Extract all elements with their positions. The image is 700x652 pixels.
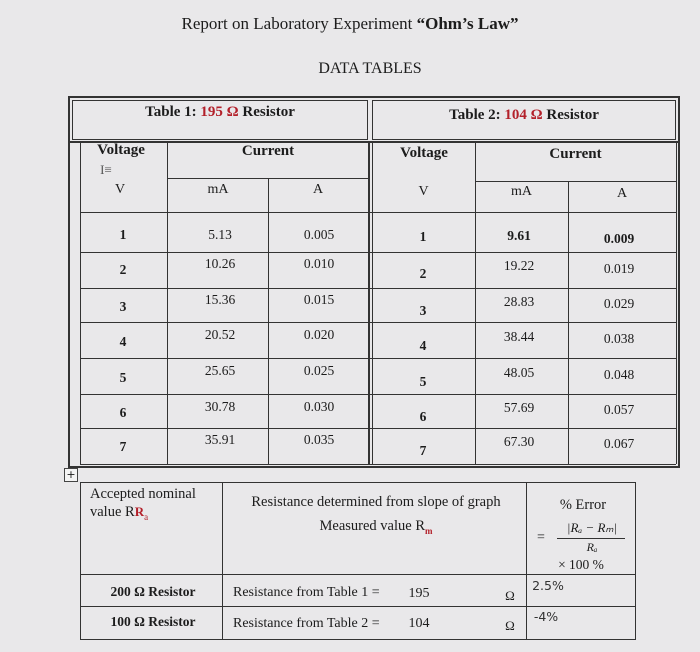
table1-voltage-header: Voltage [97,142,145,158]
formula-multiplier: × 100 % [558,557,604,572]
table2-unit-v: V [418,184,429,199]
data-tables-heading: DATA TABLES [318,60,422,77]
table2-unit-a: A [616,186,628,201]
table2-current-header: Current [549,146,602,162]
table2-voltage-header: Voltage [400,145,448,161]
error-heading: % Error [559,497,607,513]
expand-plus-icon[interactable]: + [64,468,78,482]
slope-heading: Resistance determined from slope of graph [251,494,501,510]
page-title [0,14,700,34]
table2-unit-ma: mA [511,184,532,199]
text-cursor-icon: I≡ [100,162,112,177]
title-prefix: Report on Laboratory Experiment [181,14,413,33]
measured-value-label: Measured value $R_m$ [319,518,433,536]
table1-current-header: Current [241,143,295,159]
table1-title: Table 1: 195 Ω Resistor [145,104,295,120]
formula-numerator: |Rₐ − Rₘ| [566,520,618,535]
accepted-nominal-label: Accepted nominal value $RR_a$ [90,486,196,522]
title-bold: “Ohm’s Law” [416,14,519,33]
formula-denominator: Rₐ [586,540,598,554]
table2-title: Table 2: 104 Ω Resistor [449,107,599,123]
table1-unit-ma: mA [207,182,229,197]
formula-equals: = [537,530,545,545]
table1-unit-v: V [114,182,126,197]
table1-unit-a: A [312,182,324,197]
